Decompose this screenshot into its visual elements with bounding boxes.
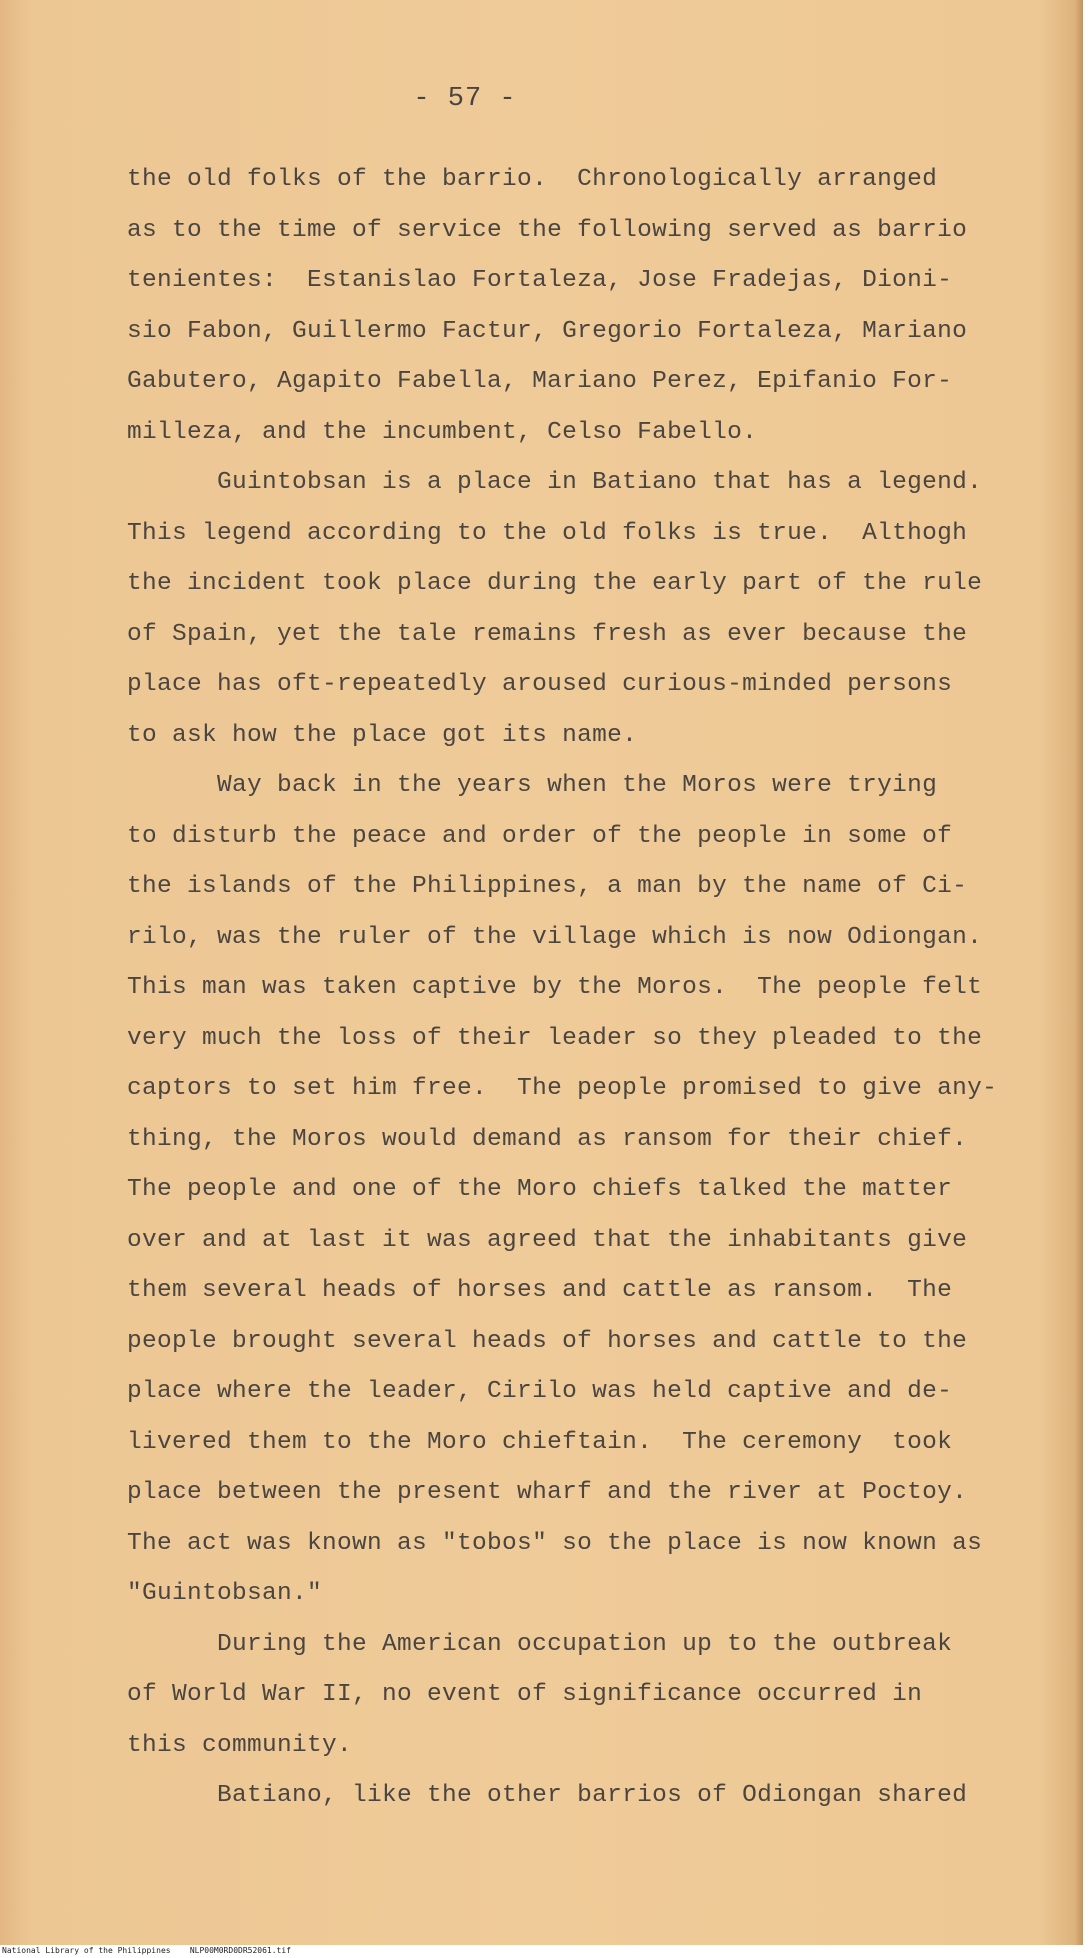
- text-line: place between the present wharf and the river at Poctoy.: [127, 1479, 968, 1506]
- text-line: Gabutero, Agapito Fabella, Mariano Perez, Epifanio For-: [127, 368, 953, 395]
- text-line: to ask how the place got its name.: [127, 721, 638, 749]
- text-line: tenientes: Estanislao Fortaleza, Jose Fradejas, Dioni-: [127, 267, 953, 294]
- text-line: very much the loss of their leader so they pleaded to the: [127, 1024, 983, 1052]
- text-line: This man was taken captive by the Moros. The people felt: [127, 974, 983, 1001]
- text-line: thing, the Moros would demand as ransom for their chief.: [127, 1125, 968, 1153]
- text-line: livered them to the Moro chieftain. The ceremony took: [127, 1428, 953, 1456]
- text-line: to disturb the peace and order of the people in some of: [127, 822, 953, 850]
- text-line: The act was known as "tobos" so the place is now known as: [127, 1529, 983, 1557]
- document-body: [127, 155, 1027, 1822]
- text-line: captors to set him free. The people promised to give any-: [127, 1075, 998, 1102]
- text-line: of Spain, yet the tale remains fresh as ever because the: [127, 620, 968, 648]
- page-edge-shadow: [1075, 0, 1083, 1945]
- text-line: the islands of the Philippines, a man by the name of Ci-: [127, 873, 968, 900]
- text-line: them several heads of horses and cattle as ransom. The: [127, 1277, 953, 1304]
- text-line: During the American occupation up to the outbreak: [127, 1630, 953, 1658]
- text-line: this community.: [127, 1731, 353, 1759]
- text-line: of World War II, no event of significance occurred in: [127, 1681, 923, 1708]
- text-line: place has oft-repeatedly aroused curious-minded persons: [127, 671, 953, 698]
- text-line: sio Fabon, Guillermo Factur, Gregorio Fortaleza, Mariano: [127, 317, 968, 345]
- text-line: rilo, was the ruler of the village which is now Odiongan.: [127, 923, 983, 951]
- text-line: the incident took place during the early part of the rule: [127, 570, 983, 597]
- page-number: - 57 -: [413, 84, 517, 114]
- text-line: Way back in the years when the Moros were trying: [127, 772, 938, 799]
- text-line: "Guintobsan.": [127, 1580, 323, 1607]
- text-line: Batiano, like the other barrios of Odiongan shared: [127, 1782, 968, 1809]
- text-line: This legend according to the old folks is true. Althogh: [127, 519, 968, 547]
- text-line: Guintobsan is a place in Batiano that has a legend.: [127, 469, 983, 496]
- text-line: over and at last it was agreed that the inhabitants give: [127, 1226, 968, 1254]
- scan-source-label: National Library of the Philippines NLP00M0RD0DR52061.tif: [2, 1946, 291, 1955]
- text-line: the old folks of the barrio. Chronologically arranged: [127, 166, 938, 193]
- text-line: milleza, and the incumbent, Celso Fabello.: [127, 418, 758, 446]
- text-line: place where the leader, Cirilo was held captive and de-: [127, 1378, 953, 1405]
- text-line: people brought several heads of horses and cattle to the: [127, 1327, 968, 1355]
- text-line: The people and one of the Moro chiefs talked the matter: [127, 1176, 953, 1203]
- text-line: as to the time of service the following served as barrio: [127, 216, 968, 244]
